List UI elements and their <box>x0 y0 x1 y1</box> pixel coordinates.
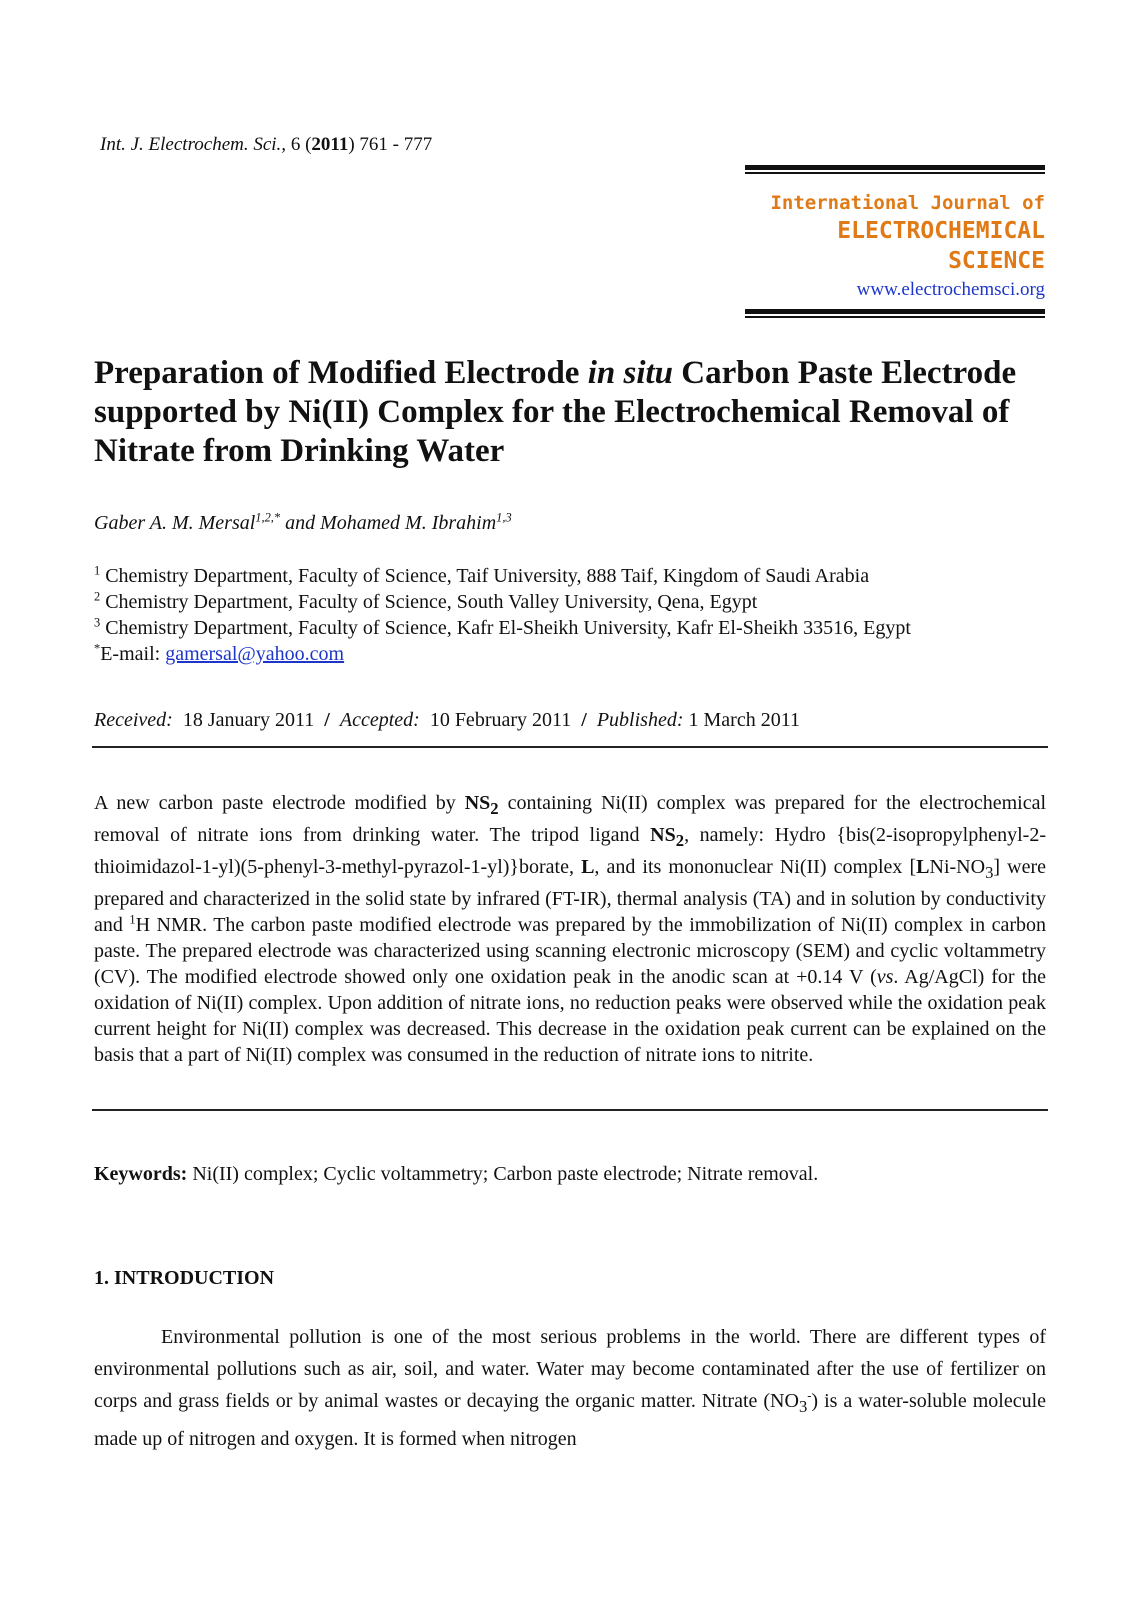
keywords-label: Keywords: <box>94 1163 188 1185</box>
email-link[interactable]: gamersal@yahoo.com <box>165 643 345 665</box>
published-date: 1 March 2011 <box>688 709 800 731</box>
journal-rule-bottom-thin <box>745 316 1045 318</box>
title-text-2: Carbon Paste Electrode supported by Ni(II) Complex for the Electrochemical Removal of Nitrate from Drinking Water <box>94 355 1017 469</box>
affiliation-3: $^3$ Chemistry Department, Faculty of Science, Kafr El-Sheikh University, Kafr El-Sheikh 33516, Egypt <box>94 615 911 639</box>
keywords <box>94 1163 818 1186</box>
page-range: 761 - 777 <box>359 134 433 155</box>
author-2-marker: 1,3 <box>496 510 512 525</box>
journal-rule-top-thin <box>745 172 1045 174</box>
introduction-paragraph: Environmental pollution is one of the most serious problems in the world. There are different types of environmental pollutions such as air, soil, and water. Water may become contaminated after the use of fertilizer on corps and grass fields or by animal wastes or decaying the organic matter. Nitrate $(NO_3^-)$ is a water-soluble molecule made up of nitrogen and oxygen. It is formed when nitrogen <box>94 1326 1047 1450</box>
accepted-date: 10 February 2011 <box>429 709 572 731</box>
title-text-1: Preparation of Modified Electrode <box>94 355 588 391</box>
divider-top <box>92 746 1048 748</box>
author-1-marker: 1,2,* <box>255 510 281 525</box>
journal-name-line1: International Journal of <box>770 192 1045 214</box>
keywords-text: Ni(II) complex; Cyclic voltammetry; Carbon paste electrode; Nitrate removal. <box>187 1163 819 1185</box>
journal-url-link[interactable]: www.electrochemsci.org <box>856 279 1045 300</box>
author-1: Gaber A. M. Mersal <box>94 512 256 534</box>
title-italic: in situ <box>587 355 674 391</box>
paper-title <box>94 354 1054 471</box>
journal-logo-block <box>745 165 1045 318</box>
publication-dates: Received: 18 January 2011 / Accepted: 10 February 2011 / Published: 1 March 2011 <box>94 709 800 731</box>
email-line: *E-mail: gamersal@yahoo.com <box>94 641 345 665</box>
affiliations <box>94 563 1084 667</box>
author-2: Mohamed M. Ibrahim <box>320 512 497 534</box>
affiliation-1: $^1$ Chemistry Department, Faculty of Science, Taif University, 888 Taif, Kingdom of Saudi Arabia <box>94 563 870 587</box>
abstract: A new carbon paste electrode modified by $NS_2$ containing Ni(II) complex was prepared for the electrochemical removal of nitrate ions from drinking water. The tripod ligand $NS_2$, namely: Hydro {bis(2-isopropylphenyl-2-thioimidazol-1-yl)(5-phenyl-3-methyl-pyrazol-1-yl)}borate, L, and its mononuclear Ni(II) complex $[LNi-NO_3]$ were prepared and characterized in the solid state by infrared (FT-IR), thermal analysis (TA) and in solution by conductivity and $^1$H NMR. The carbon paste modified electrode was prepared by the immobilization of Ni(II) complex in carbon paste. The prepared electrode was characterized using scanning electronic microscopy (SEM) and cyclic voltammetry (CV). The modified electrode showed only one oxidation peak in the anodic scan at +0.14 V (vs. Ag/AgCl) for the oxidation of Ni(II) complex. Upon addition of nitrate ions, no reduction peaks were observed while the oxidation peak current height for Ni(II) complex was decreased. This decrease in the oxidation peak current can be explained on the basis that a part of Ni(II) complex was consumed in the reduction of nitrate ions to nitrite. <box>94 792 1047 1066</box>
journal-rule-bottom <box>745 309 1045 314</box>
journal-abbrev: Int. J. Electrochem. Sci., <box>100 134 287 155</box>
author-list <box>94 512 512 535</box>
section-heading-introduction: 1. INTRODUCTION <box>94 1267 275 1289</box>
journal-name-line2: ELECTROCHEMICAL <box>837 218 1045 244</box>
author-connector: and <box>280 512 321 534</box>
divider-bottom <box>92 1109 1048 1111</box>
journal-rule-top <box>745 165 1045 170</box>
year: 2011 <box>311 134 349 155</box>
journal-citation: Int. J. Electrochem. Sci., 6 (2011) 761 - 777 <box>100 134 433 155</box>
received-date: 18 January 2011 <box>182 709 315 731</box>
volume: 6 <box>290 134 301 155</box>
affiliation-2: $^2$ Chemistry Department, Faculty of Science, South Valley University, Qena, Egypt <box>94 589 758 613</box>
journal-name-line3: SCIENCE <box>948 248 1045 274</box>
